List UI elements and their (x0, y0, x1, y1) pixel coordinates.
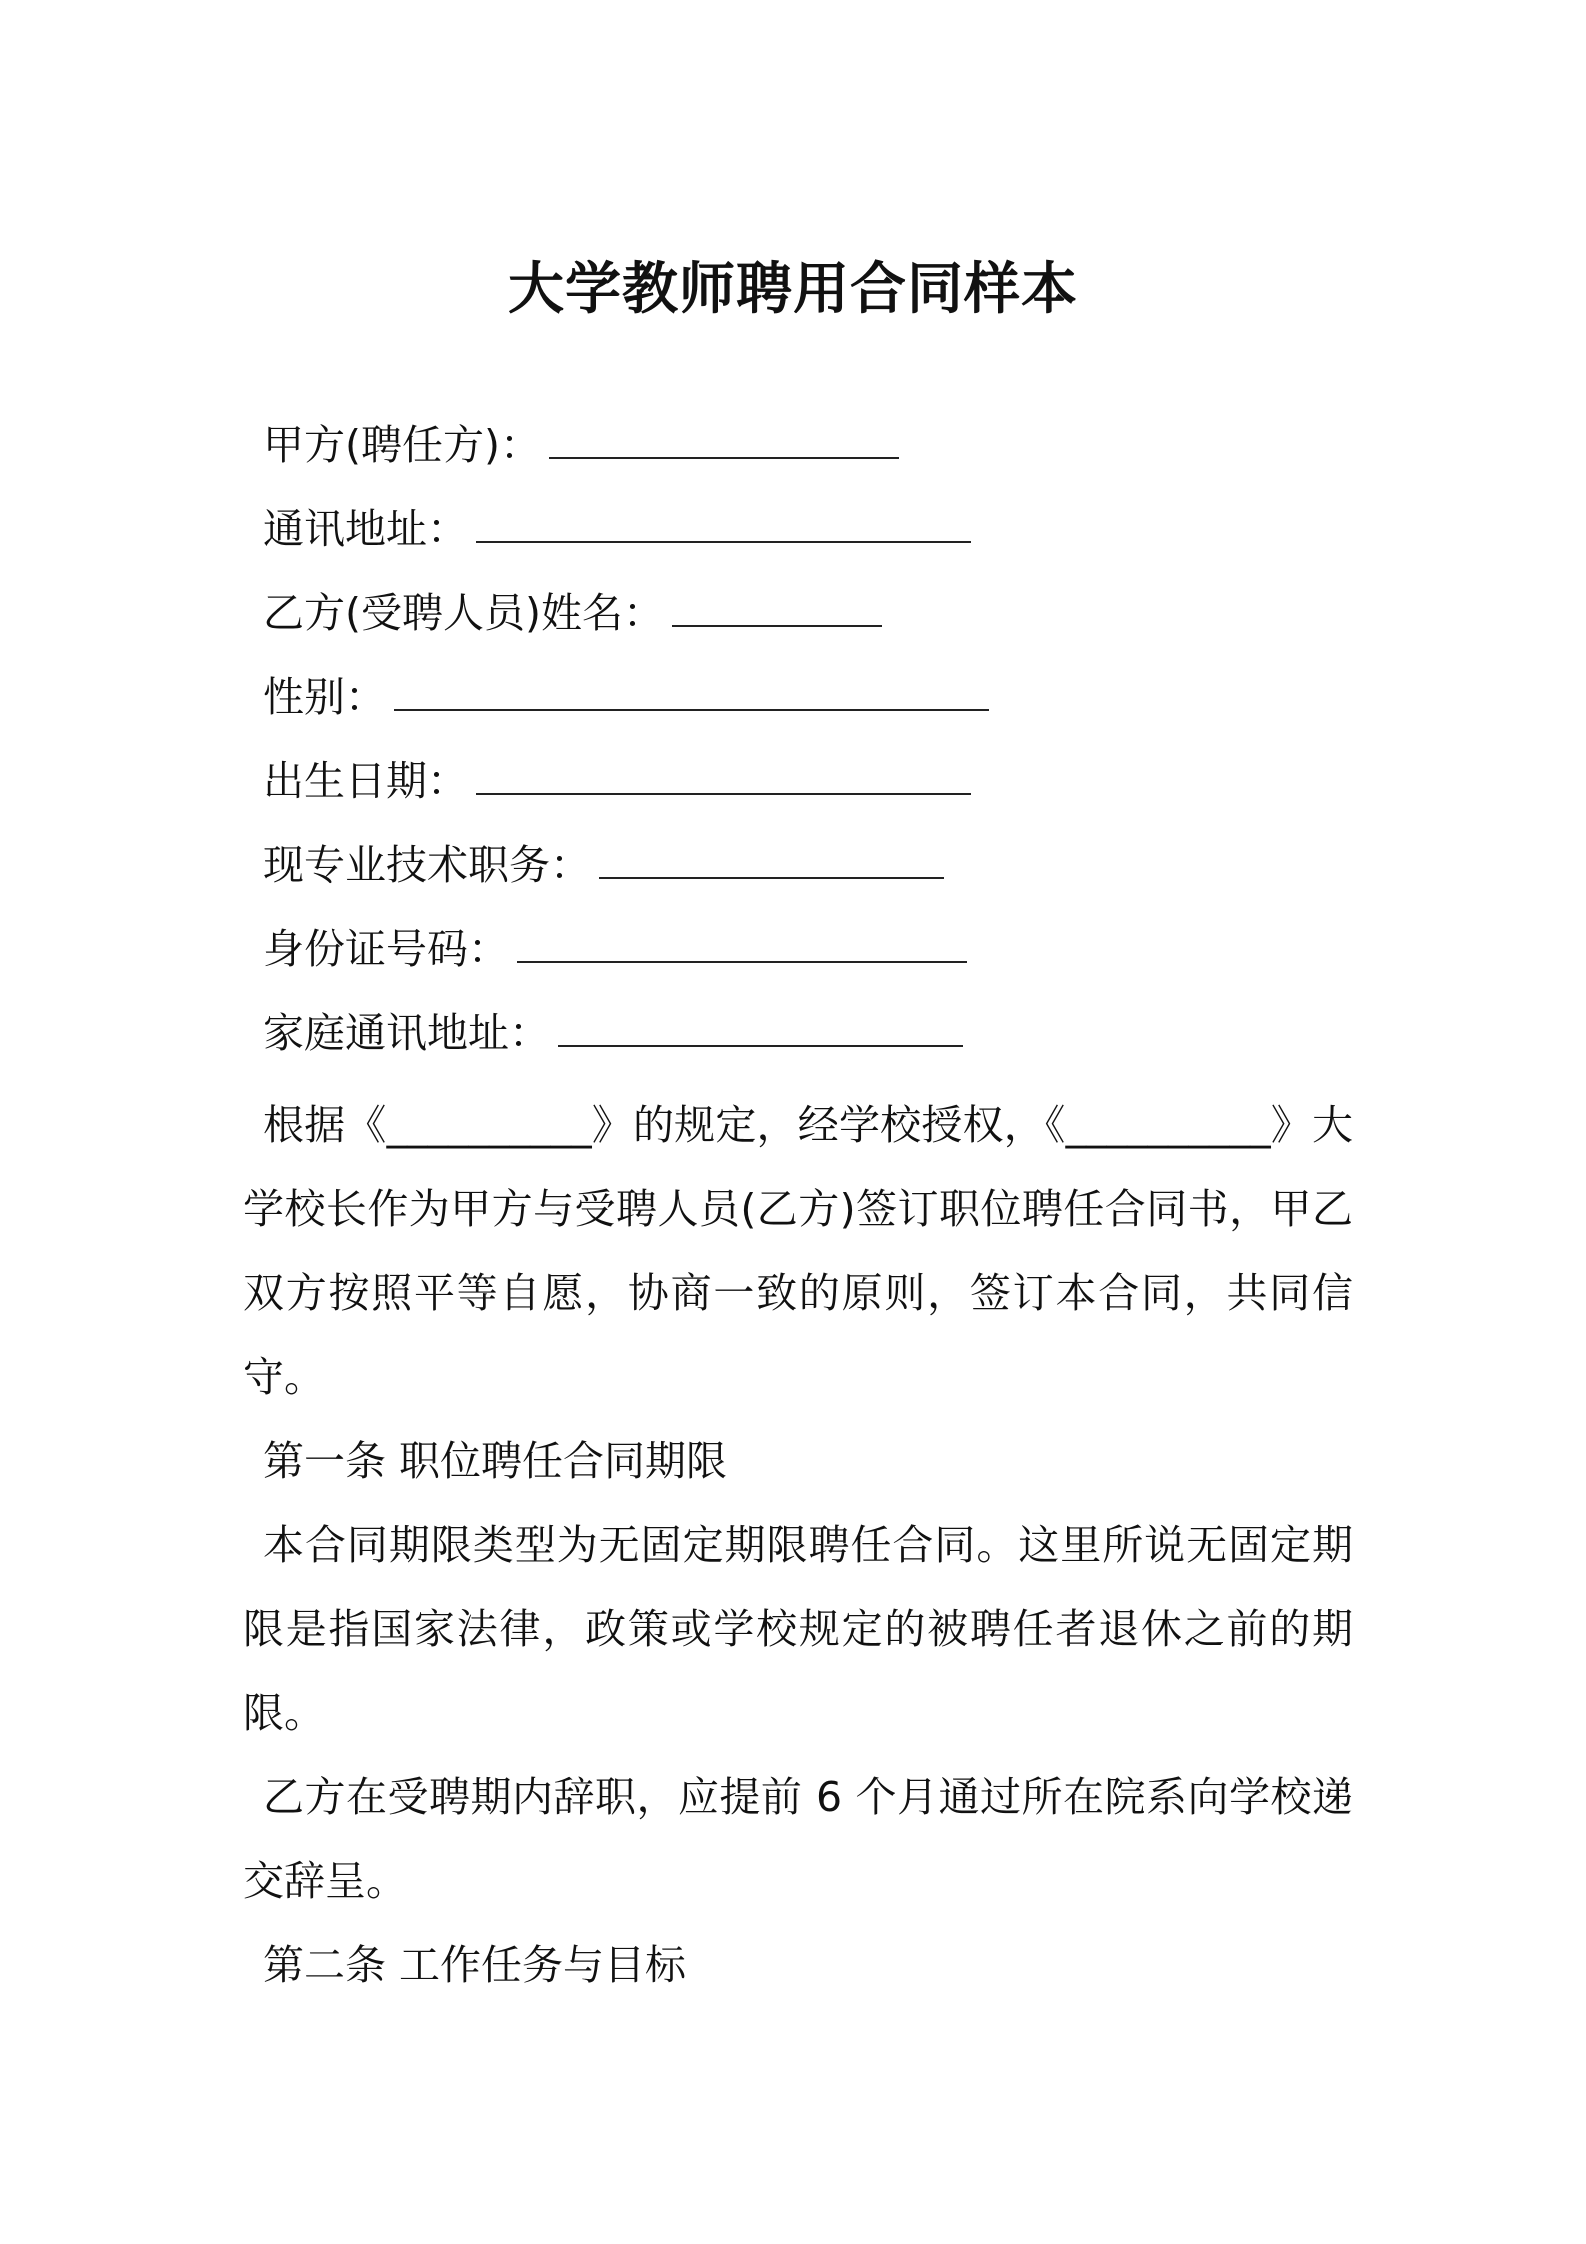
field-address (263, 494, 989, 578)
field-label: 甲方(聘任方)： (263, 421, 541, 469)
blank-line (476, 505, 971, 543)
field-label: 出生日期： (263, 757, 468, 805)
blank-line (599, 841, 944, 879)
field-label: 乙方(受聘人员)姓名： (263, 589, 664, 637)
blank-line (517, 925, 967, 963)
field-professional-title (263, 830, 989, 914)
preamble-paragraph: 根据《__________》的规定，经学校授权，《__________》大学校长作为甲方与受聘人员(乙方)签订职位聘任合同书，甲乙双方按照平等自愿，协商一致的原则，签订本合同，共同信守。 (243, 1101, 1353, 1401)
field-party-b-name (263, 578, 989, 662)
blank-line (394, 673, 989, 711)
article-1-paragraph-1: 本合同期限类型为无固定期限聘任合同。这里所说无固定期限是指国家法律，政策或学校规定的被聘任者退休之前的期限。 (243, 1521, 1353, 1737)
party-info-fields (263, 410, 989, 1082)
blank-line (476, 757, 971, 795)
blank-line (672, 589, 882, 627)
field-label: 身份证号码： (263, 925, 509, 973)
field-label: 现专业技术职务： (263, 841, 591, 889)
field-party-a (263, 410, 989, 494)
field-label: 通讯地址： (263, 505, 468, 553)
field-id-number (263, 914, 989, 998)
document-title: 大学教师聘用合同样本 (508, 257, 1078, 322)
field-label: 家庭通讯地址： (263, 1009, 550, 1057)
article-1-paragraph-2: 乙方在受聘期内辞职，应提前 6 个月通过所在院系向学校递交辞呈。 (243, 1773, 1353, 1905)
field-home-address (263, 998, 989, 1082)
contract-body (243, 1083, 1353, 2007)
blank-line (549, 421, 899, 459)
article-2-heading: 第二条 工作任务与目标 (263, 1941, 687, 1989)
blank-line (558, 1009, 963, 1047)
field-birth-date (263, 746, 989, 830)
article-1-heading: 第一条 职位聘任合同期限 (263, 1437, 728, 1485)
field-label: 性别： (263, 673, 386, 721)
field-gender (263, 662, 989, 746)
